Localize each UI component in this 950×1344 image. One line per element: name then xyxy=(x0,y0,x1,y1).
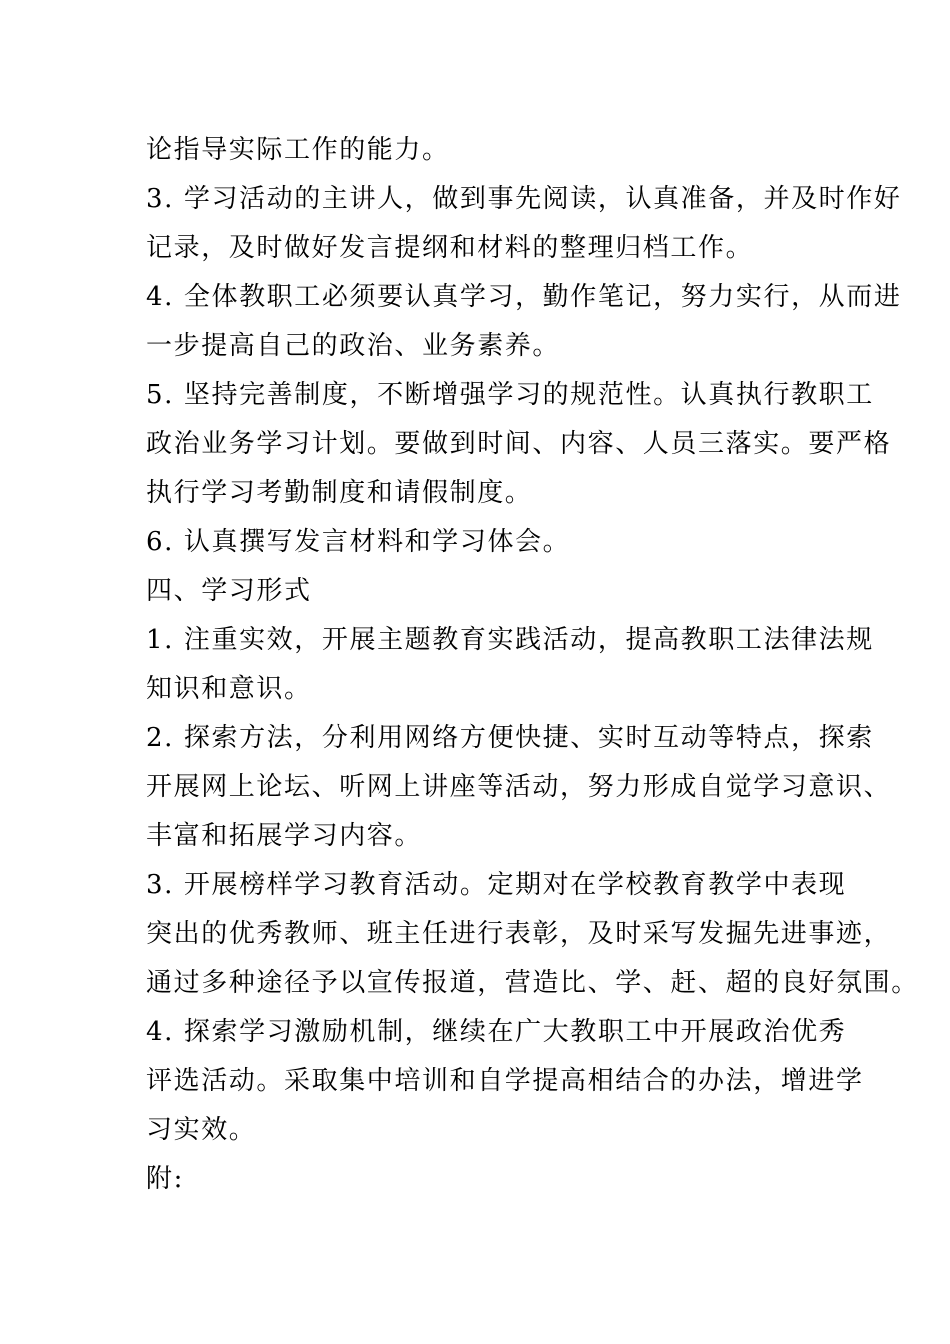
text-line: 1. 注重实效，开展主题教育实践活动，提高教职工法律法规 xyxy=(146,625,874,655)
text-line: 2. 探索方法，分利用网络方便快捷、实时互动等特点，探索 xyxy=(146,723,874,753)
text-line: 5. 坚持完善制度，不断增强学习的规范性。认真执行教职工 xyxy=(146,380,874,410)
text-line: 政治业务学习计划。要做到时间、内容、人员三落实。要严格 xyxy=(146,429,892,459)
text-line: 记录，及时做好发言提纲和材料的整理归档工作。 xyxy=(146,233,754,263)
text-line: 习实效。 xyxy=(146,1115,257,1145)
text-line: 通过多种途径予以宣传报道，营造比、学、赶、超的良好氛围。 xyxy=(146,968,919,998)
text-line: 6. 认真撰写发言材料和学习体会。 xyxy=(146,527,571,557)
text-line: 3. 开展榜样学习教育活动。定期对在学校教育教学中表现 xyxy=(146,870,847,900)
appendix-label: 附: xyxy=(146,1164,184,1194)
text-line: 评选活动。采取集中培训和自学提高相结合的办法，增进学 xyxy=(146,1066,864,1096)
text-line: 4. 全体教职工必须要认真学习，勤作笔记，努力实行，从而进 xyxy=(146,282,902,312)
section-heading: 四、学习形式 xyxy=(146,576,312,606)
text-line: 知识和意识。 xyxy=(146,674,312,704)
text-line: 开展网上论坛、听网上讲座等活动，努力形成自觉学习意识、 xyxy=(146,772,892,802)
text-line: 一步提高自己的政治、业务素养。 xyxy=(146,331,561,361)
text-line: 论指导实际工作的能力。 xyxy=(146,135,450,165)
text-line: 突出的优秀教师、班主任进行表彰，及时采写发掘先进事迹， xyxy=(146,919,892,949)
text-line: 执行学习考勤制度和请假制度。 xyxy=(146,478,533,508)
text-line: 4. 探索学习激励机制，继续在广大教职工中开展政治优秀 xyxy=(146,1017,847,1047)
text-line: 丰富和拓展学习内容。 xyxy=(146,821,423,851)
document-body xyxy=(146,126,919,1204)
text-line: 3. 学习活动的主讲人，做到事先阅读，认真准备，并及时作好 xyxy=(146,184,902,214)
